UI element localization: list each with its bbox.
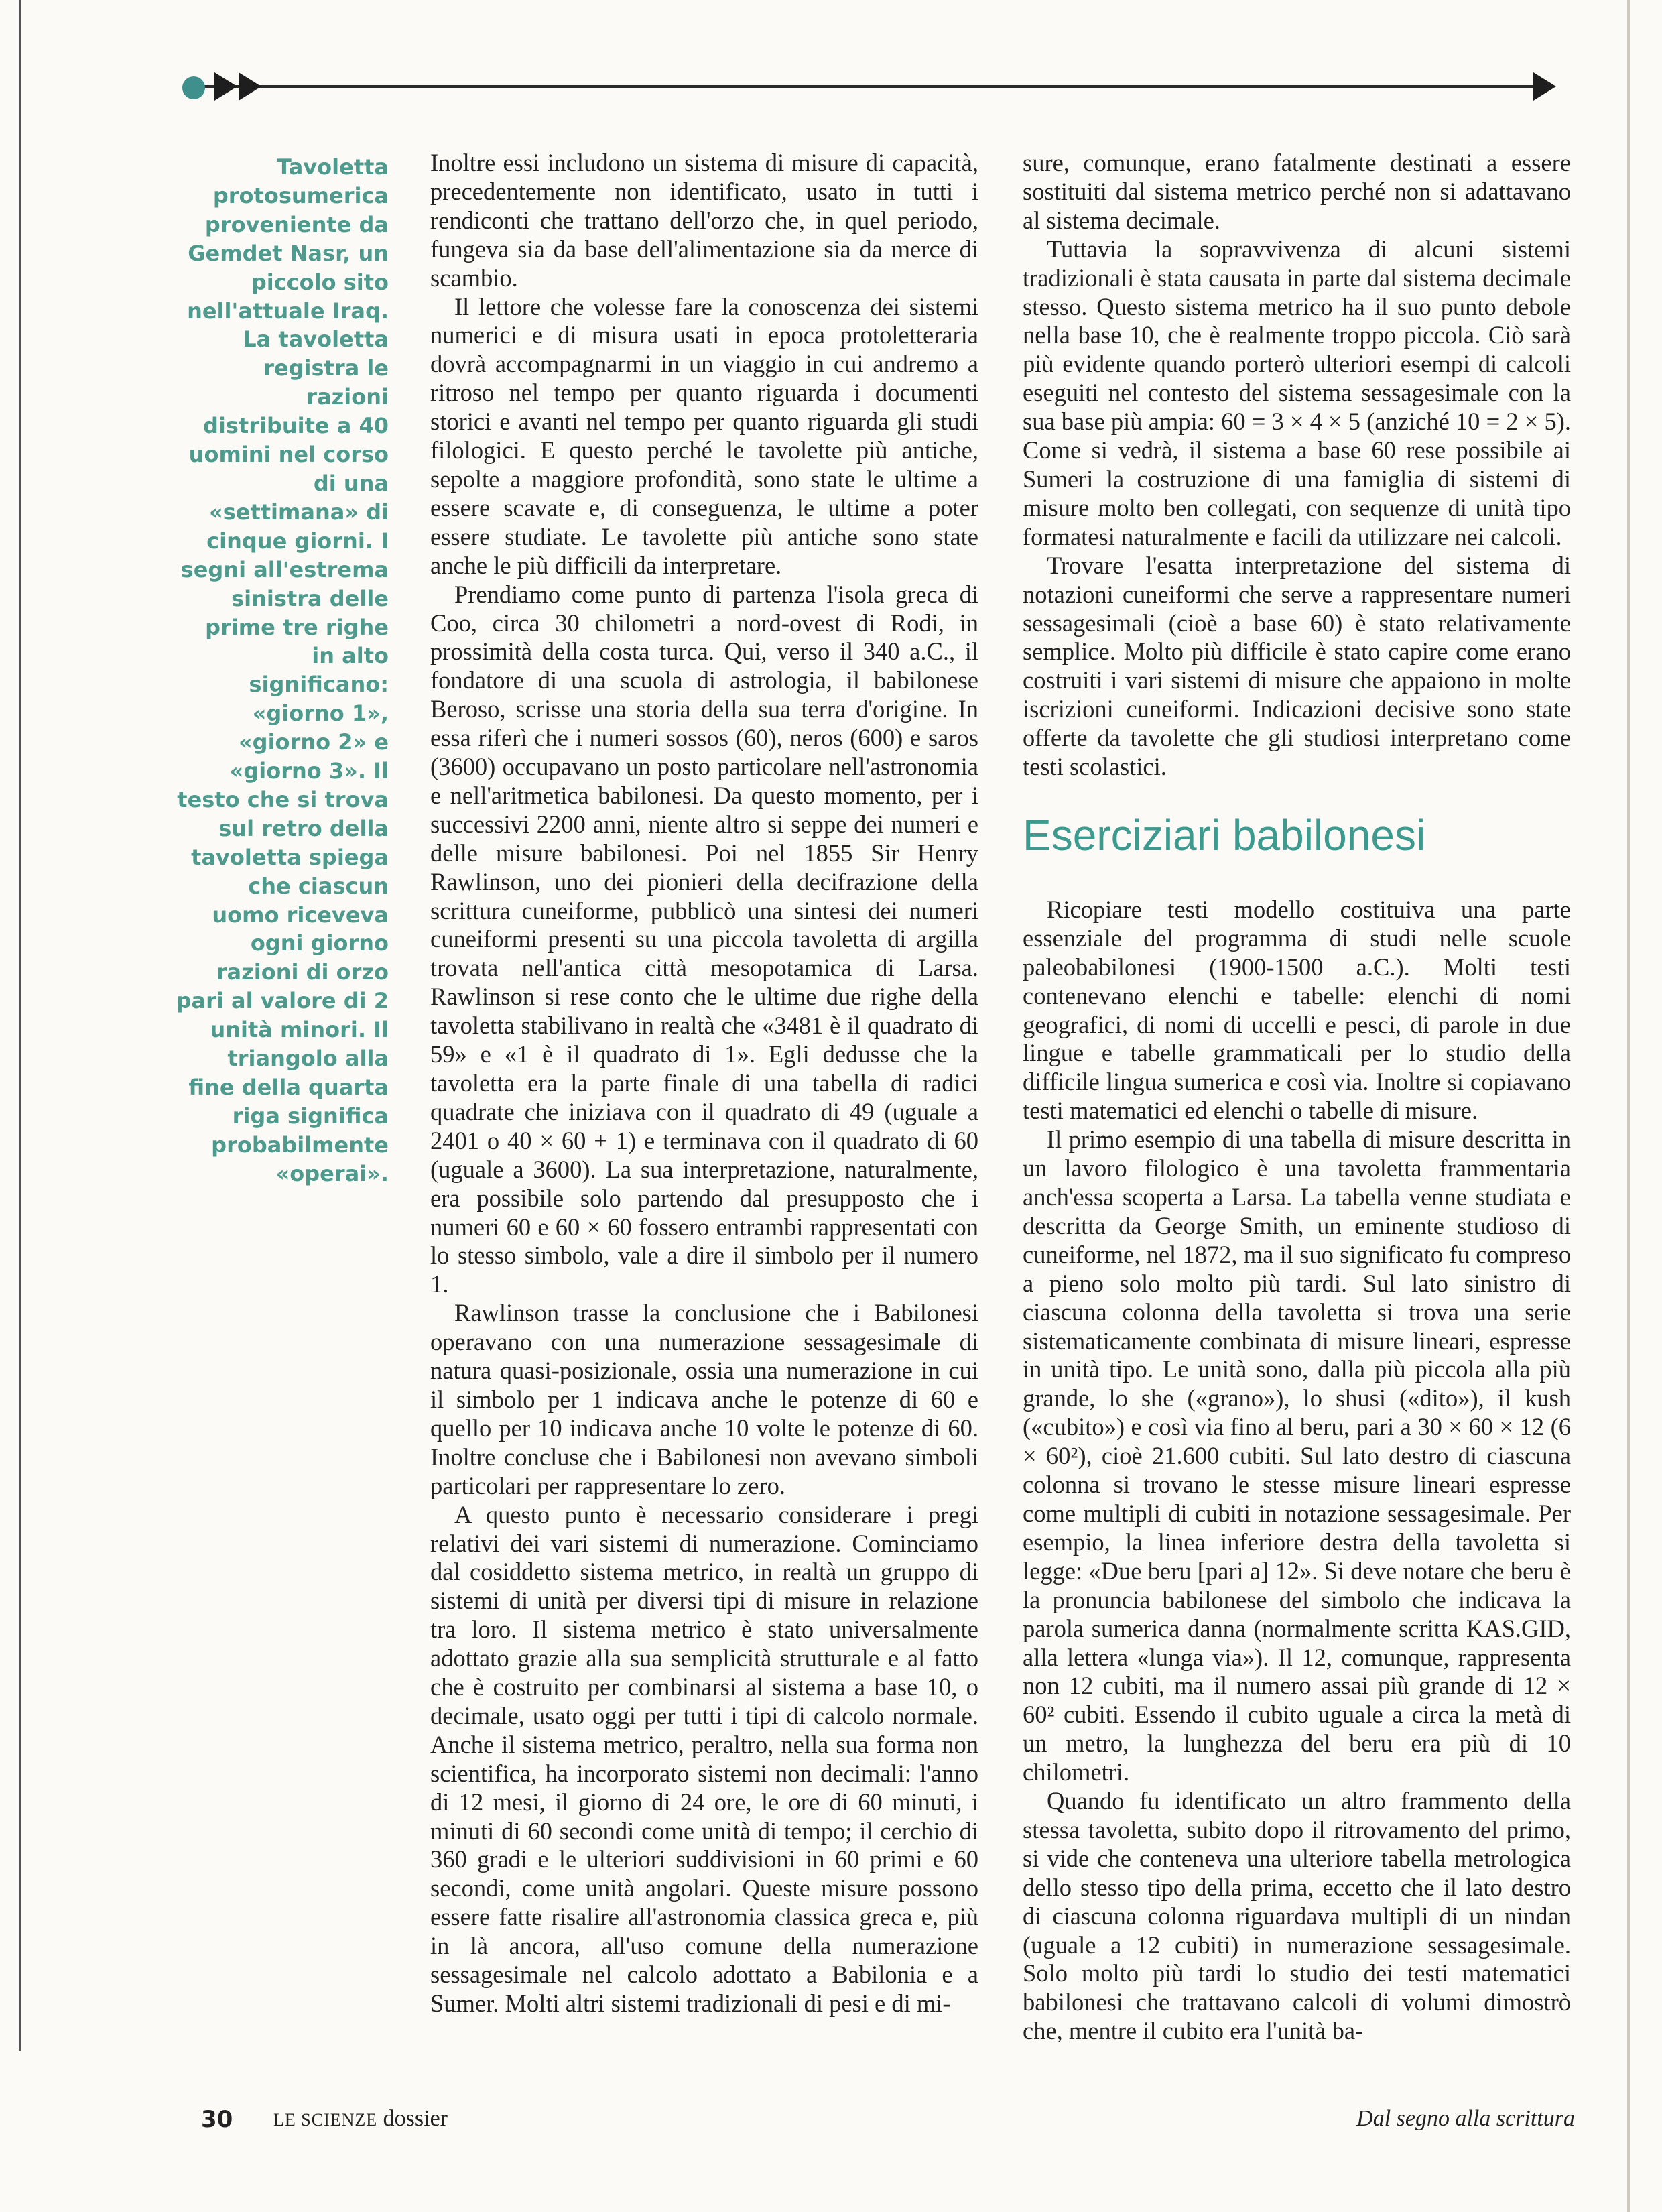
- arrow-right-icon: [239, 72, 261, 101]
- section-heading: Eserciziari babilonesi: [1023, 810, 1426, 859]
- caption-text: Tavoletta protosumerica proveniente da Gemdet Nasr, un piccolo sito nell'attuale Iraq. La tavoletta registra le razioni distribuite a 40 uomini nel corso di una «settimana» di cinque giorni. I segni all'estrema sinistra delle prime tre righe in alto significano: «giorno 1», «giorno 2» e «giorno 3». Il testo che si trova sul retro della tavoletta spiega che ciascun uomo riceveva ogni giorno razioni di orzo pari al valore di 2 unità minori. Il triangolo alla fine della quarta riga significa probabilmente «operai».: [176, 154, 389, 1186]
- paragraph: Rawlinson trasse la conclusione che i Babilonesi operavano con una numerazione sessagesimale di natura quasi-posizionale, ossia una numerazione in cui il simbolo per 1 indicava anche le potenze di 60 e quello per 10 indicava anche 10 volte le potenze di 60. Inoltre concluse che i Babilonesi non avevano simboli particolari per rappresentare lo zero.: [430, 1299, 978, 1499]
- paragraph: Il primo esempio di una tabella di misure descritta in un lavoro filologico è una tavoletta frammentaria anch'essa scoperta a Larsa. La tabella venne studiata e descritta da George Smith, un eminente studioso di cuneiforme, nel 1872, ma il suo significato fu compreso a pieno solo molto più tardi. Sul lato sinistro di ciascuna colonna della tavoletta si trova una serie sistematicamente combinata di misure lineari, espresse in unità tipo. Le unità sono, dalla più piccola alla più grande, lo she («grano»), lo shusi («dito»), il kush («cubito») e così via fino al beru, pari a 30 × 60 × 12 (6 × 60²), cioè 21.600 cubiti. Sul lato destro di ciascuna colonna si trovano le stesse misure lineari espresse come multipli di cubiti in notazione sessagesimale. Per esempio, la linea inferiore destra della tavoletta si legge: «Due beru [pari a] 12». Si deve notare che beru è la pronuncia babilonese del simbolo che indicava la parola sumerica danna (normalmente scritta KAS.GID, alla lettera «lunga via»). Il 12, comunque, rappresenta non 12 cubiti, ma il numero assai più grande di 12 × 60² cubiti. Essendo il cubito uguale a circa la metà di un metro, la lunghezza del beru era più di 10 chilometri.: [1023, 1125, 1571, 1786]
- section-title: Dal segno alla scrittura: [1356, 2106, 1575, 2131]
- figure-caption: [176, 153, 389, 1188]
- page-edge-right: [1627, 0, 1630, 2212]
- magazine-name: [273, 2106, 448, 2132]
- paragraph: A questo punto è necessario considerare i pregi relativi dei vari sistemi di numerazione. Cominciamo dal cosiddetto sistema metrico, in realtà un gruppo di sistemi di unità per diversi tipi di misure in relazione tra loro. Il sistema metrico è stato universalmente adottato grazie alla sua semplicità strutturale e al fatto che è costruito per combinarsi al sistema a base 10, o decimale, usato oggi per tutti i tipi di calcolo normale. Anche il sistema metrico, peraltro, nella sua forma non scientifica, ha incorporato sistemi non decimali: l'anno di 12 mesi, il giorno di 24 ore, le ore di 60 minuti, i minuti di 60 secondi come unità di tempo; il cerchio di 360 gradi e le ulteriori suddivisioni in 60 primi e 60 secondi, come unità angolari. Queste misure possono essere fatte risalire all'astronomia classica greca e, più in là ancora, all'uso comune della numerazione sessagesimale nel calcolo adottato a Babilonia e a Sumer. Molti altri sistemi tradizionali di pesi e di mi-: [430, 1500, 978, 2017]
- bullet-dot-icon: [182, 76, 205, 99]
- paragraph: Tuttavia la sopravvivenza di alcuni sistemi tradizionali è stata causata in parte dal sistema decimale stesso. Questo sistema metrico ha il suo punto debole nella base 10, che è realmente troppo piccola. Ciò sarà più evidente quando porterò ulteriori esempi di calcoli eseguiti nel contesto del sistema sessagesimale con la sua base più ampia: 60 = 3 × 4 × 5 (anziché 10 = 2 × 5). Come si vedrà, il sistema a base 60 rese possibile ai Sumeri la costruzione di una famiglia di sistemi di misure molto ben collegati, con sequenze di unità tipo formatesi naturalmente e facili da utilizzare nei calcoli.: [1023, 235, 1571, 550]
- paragraph: sure, comunque, erano fatalmente destinati a essere sostituiti dal sistema metrico perché non si adattavano al sistema decimale.: [1023, 149, 1571, 234]
- magazine-brand: LE SCIENZE: [273, 2110, 378, 2130]
- text-column-left: [430, 149, 978, 2018]
- page-number: 30: [201, 2106, 233, 2133]
- arrow-right-icon: [1533, 72, 1556, 101]
- paragraph: Quando fu identificato un altro frammento della stessa tavoletta, subito dopo il ritrovamento del primo, si vide che conteneva una ulteriore tabella metrologica dello stesso tipo della prima, eccetto che il lato destro di ciascuna colonna riguardava multipli di un nindan (uguale a 12 cubiti) in numerazione sessagesimale. Solo molto più tardi lo studio dei testi matematici babilonesi che trattavano calcoli di volumi dimostrò che, mentre il cubito era l'unità ba-: [1023, 1787, 1571, 2045]
- paragraph: Prendiamo come punto di partenza l'isola greca di Coo, circa 30 chilometri a nord-ovest di Rodi, in prossimità della costa turca. Qui, verso il 340 a.C., il fondatore di una scuola di astrologia, il babilonese Beroso, scrisse una storia della sua terra d'origine. In essa riferì che i numeri sossos (60), neros (600) e saros (3600) occupavano un posto particolare nell'astronomia e nell'aritmetica babilonesi. Da questo momento, per i successivi 2200 anni, niente altro si seppe dei numeri e delle misure babilonesi. Poi nel 1855 Sir Henry Rawlinson, uno dei pionieri della decifrazione della scrittura cuneiforme, pubblicò una sintesi dei numeri cuneiformi presenti su una piccola tavoletta di argilla trovata nell'antica città mesopotamica di Larsa. Rawlinson si rese conto che le ultime due righe della tavoletta stabilivano in realtà che «3481 è il quadrato di 59» e «1 è il quadrato di 1». Egli dedusse che la tavoletta era la parte finale di una tabella di radici quadrate che iniziava con il quadrato di 49 (uguale a 2401 o 40 × 60 + 1) e terminava con il quadrato di 60 (uguale a 3600). La sua interpretazione, naturalmente, era possibile solo partendo dal presupposto che i numeri 60 e 60 × 60 fossero entrambi rappresentati con lo stesso simbolo, vale a dire il simbolo per il numero 1.: [430, 580, 978, 1298]
- arrow-right-icon: [214, 72, 237, 101]
- text-column-right: [1023, 149, 1571, 2046]
- paragraph: Inoltre essi includono un sistema di misure di capacità, precedentemente non identificato, usato in tutti i rendiconti che trattano dell'orzo che, in quel periodo, fungeva sia da base dell'alimentazione sia da merce di scambio.: [430, 149, 978, 292]
- page-edge-left: [19, 0, 21, 2051]
- paragraph: Il lettore che volesse fare la conoscenza dei sistemi numerici e di misura usati in epoca protoletteraria dovrà accompagnarmi in un viaggio in cui andremo a ritroso nel tempo per quanto riguarda i documenti storici e avanti nel tempo per quanto riguarda gli studi filologici. E questo perché le tavolette più antiche, sepolte a maggiore profondità, sono state le ultime a essere scavate e, di conseguenza, le ultime a poter essere studiate. Le tavolette più antiche sono state anche le più difficili da interpretare.: [430, 292, 978, 579]
- paragraph: Trovare l'esatta interpretazione del sistema di notazioni cuneiformi che serve a rappresentare numeri sessagesimali (cioè a base 60) è stato relativamente semplice. Molto più difficile è stato capire come erano costruiti i vari sistemi di misure che appaiono in molte iscrizioni cuneiformi. Indicazioni decisive sono state offerte da tavolette che gli studiosi interpretano come testi scolastici.: [1023, 551, 1571, 781]
- paragraph: Ricopiare testi modello costituiva una parte essenziale del programma di studi nelle scuole paleobabilonesi (1900-1500 a.C.). Molti testi contenevano elenchi e tabelle: elenchi di nomi geografici, di nomi di uccelli e pesci, di parole in due lingue e tabelle grammaticali per lo studio della difficile lingua sumerica e così via. Inoltre si copiavano testi matematici ed elenchi o tabelle di misure.: [1023, 895, 1571, 1125]
- top-rule: [201, 85, 1535, 88]
- magazine-series: dossier: [383, 2106, 448, 2131]
